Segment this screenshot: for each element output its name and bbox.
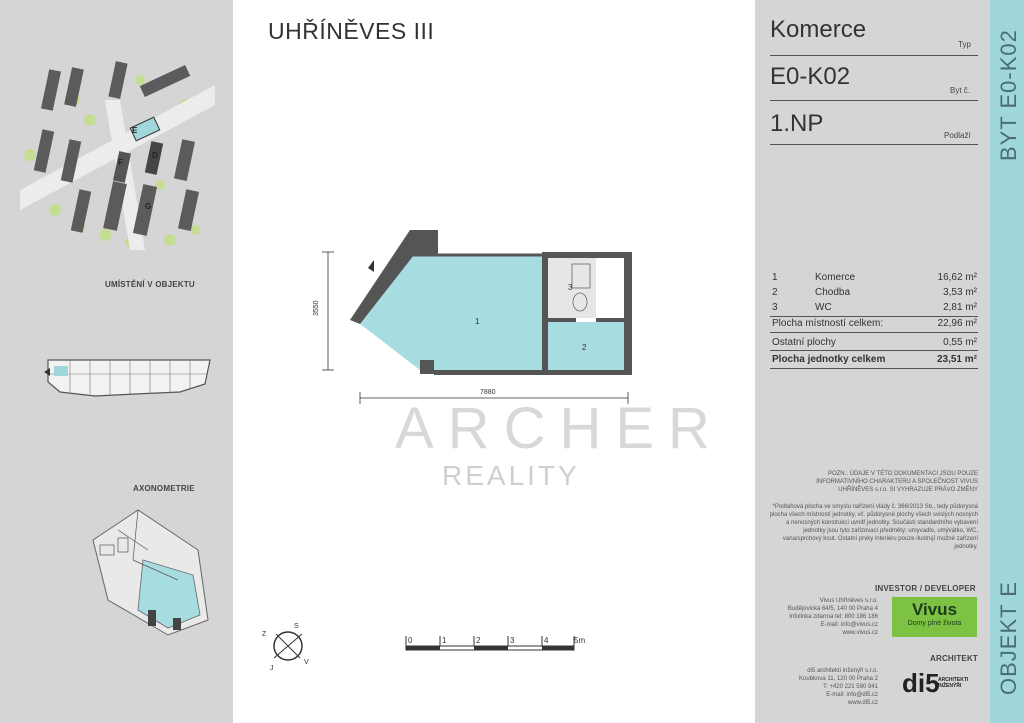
svg-text:V: V — [304, 659, 309, 666]
room-area: 16,62 m² — [937, 272, 977, 283]
side-unit-label: BYT E0-K02 — [996, 29, 1021, 161]
room-name: WC — [815, 302, 832, 313]
svg-text:4: 4 — [544, 636, 549, 645]
room-name: Chodba — [815, 287, 851, 298]
investor-contact: Vivus Uhříněves s.r.o. Budějovická 64/5, 140 00 Praha 4 Infolinka zdarma tel: 800 186 186 E-mail: info@vivus.cz www.vivus.cz — [787, 598, 878, 636]
room-num: 2 — [772, 287, 778, 298]
dim-width: 7880 — [480, 389, 496, 396]
room-num: 3 — [772, 302, 778, 313]
floor-label: Podlaží — [944, 131, 971, 140]
watermark-reality: REALITY — [442, 460, 580, 491]
axonometry-label: AXONOMETRIE — [133, 484, 195, 493]
divider — [770, 332, 978, 333]
svg-text:3: 3 — [510, 636, 515, 645]
room-num: 1 — [772, 272, 778, 283]
di5-logo: di5 — [902, 668, 940, 698]
divider — [770, 350, 978, 351]
total-unit-label: Plocha jednotky celkem — [772, 354, 886, 365]
svg-text:5m: 5m — [574, 636, 586, 645]
investor-label: INVESTOR / DEVELOPER — [875, 584, 976, 593]
svg-text:2: 2 — [476, 636, 481, 645]
scale-bar — [398, 632, 588, 658]
axonometry-drawing — [88, 500, 220, 638]
unit-value: E0-K02 — [770, 63, 851, 90]
map-label-f: F — [118, 158, 123, 167]
compass-icon — [260, 620, 320, 675]
svg-text:J: J — [270, 665, 274, 672]
other-area-value: 0,55 m² — [943, 337, 977, 348]
side-building-label: OBJEKT E — [996, 581, 1021, 695]
dim-height: 3550 — [313, 300, 320, 316]
architect-contact: di5 architekti inženýři s.r.o. Koubkova 11, 120 00 Praha 2 T: +420 221 590 941 E-mail: info@di5.cz www.di5.cz — [799, 668, 878, 706]
room-label-2: 2 — [582, 343, 587, 352]
divider — [770, 100, 978, 101]
site-map — [20, 60, 215, 250]
floor-value: 1.NP — [770, 110, 824, 137]
divider — [770, 144, 978, 145]
map-label-d: D — [152, 151, 158, 160]
svg-text:Z: Z — [262, 631, 267, 638]
location-label: UMÍSTĚNÍ V OBJEKTU — [105, 280, 195, 289]
page-title: UHŘÍNĚVES III — [268, 18, 435, 44]
room-label-1: 1 — [475, 317, 480, 326]
watermark-archer: ARCHER — [395, 396, 724, 461]
type-value: Komerce — [770, 16, 867, 43]
architect-label: ARCHITEKT — [930, 654, 979, 663]
di5-logo-sub: ARCHITEKTI INŽENÝŘI — [938, 677, 969, 689]
svg-text:S: S — [294, 623, 299, 630]
type-label: Typ — [958, 40, 971, 49]
unit-label: Byt č. — [950, 86, 971, 95]
floor-area-note: *Podlahová plocha ve smyslu nařízení vlády č. 366/2013 Sb., tedy půdorysná plocha všech místností jednotky, vč. půdorysné plochy všech svislých nosných a nenosných konstrukcí uvnitř jednotky. Součástí standardního vybavení jednotky jsou tyto zařizovací předměty: umyvadlo, umývátko, WC, vana/sprchový kout. Ostatní prvky interiéru pouze ilustrují možné zařízení jednotky. — [769, 504, 978, 550]
other-area-label: Ostatní plochy — [772, 337, 836, 348]
disclaimer-note: POZN.: ÚDAJE V TÉTO DOKUMENTACI JSOU POUZE INFORMATIVNÍHO CHARAKTERU A SPOLEČNOST VIVUS UHŘÍNĚVES s.r.o. SI VYHRAZUJE PRÁVO ZMĚNY — [816, 471, 978, 493]
room-area: 3,53 m² — [943, 287, 977, 298]
svg-text:1: 1 — [442, 636, 447, 645]
total-unit-value: 23,51 m² — [936, 354, 977, 365]
building-location-plan — [40, 352, 215, 412]
room-name: Komerce — [815, 272, 856, 283]
map-label-e: E — [132, 126, 138, 135]
room-area: 2,81 m² — [943, 302, 977, 313]
vivus-logo: Vivus Domy plné života — [892, 597, 977, 637]
total-rooms-value: 22,96 m² — [937, 318, 977, 329]
divider — [770, 55, 978, 56]
room-label-3: 3 — [568, 283, 573, 292]
divider — [770, 368, 978, 369]
svg-text:0: 0 — [408, 636, 413, 645]
floor-plan — [310, 220, 640, 410]
map-label-g: G — [145, 202, 152, 211]
divider — [770, 316, 978, 317]
total-rooms-label: Plocha místností celkem: — [772, 318, 884, 329]
